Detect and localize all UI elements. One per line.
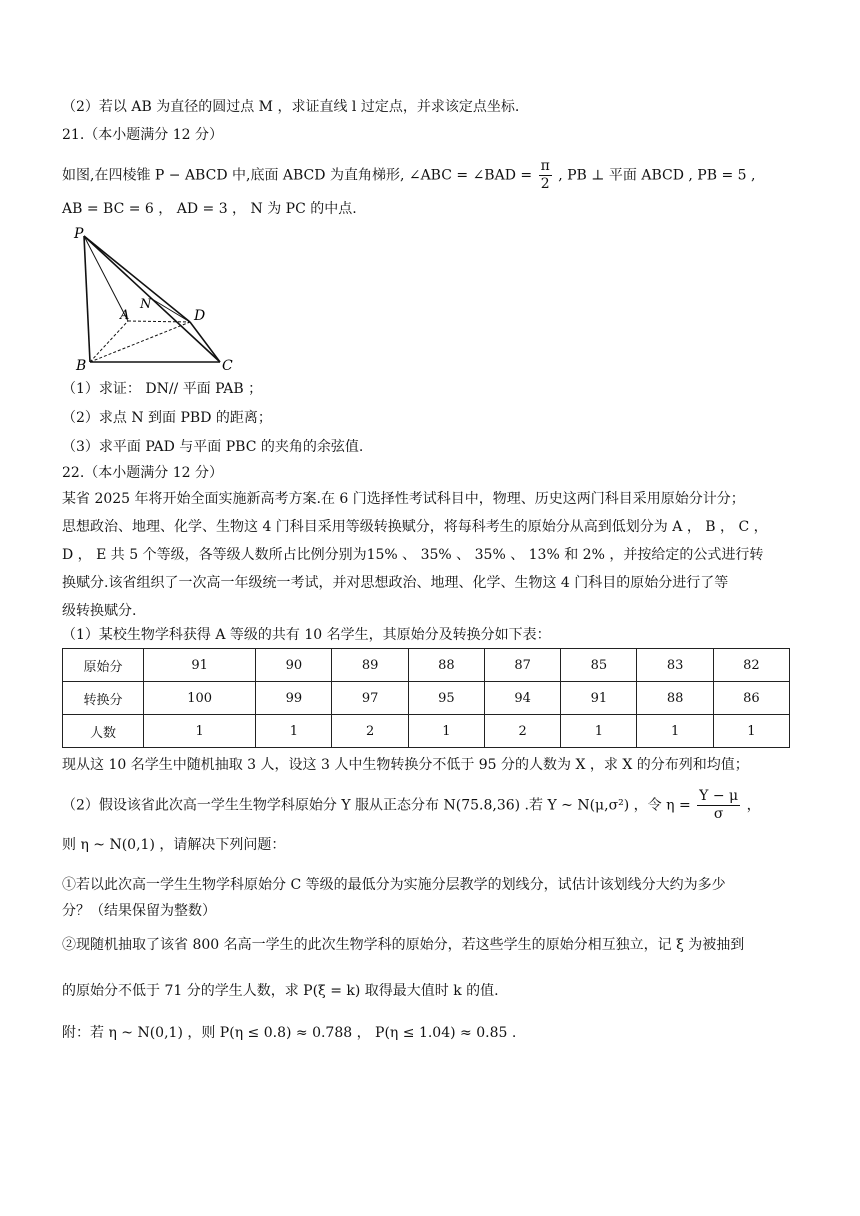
q21-header: 21.（本小题满分 12 分） [62, 127, 223, 143]
pyramid-figure [70, 224, 250, 374]
q22-para-1: 某省 2025 年将开始全面实施新高考方案.在 6 门选择性考试科目中，物理、历史这两门科目采用原始分计分； [62, 491, 745, 507]
q21-sub2: （2）求点 N 到面 PBD 的距离； [62, 410, 272, 426]
table-cell: 1 [637, 715, 713, 748]
table-row-raw-score [63, 649, 790, 682]
q21-sub1: （1）求证： DN// 平面 PAB ； [62, 381, 263, 397]
table-row-head: 人数 [63, 715, 144, 748]
q22-item1-line2: 分？（结果保留为整数） [62, 903, 216, 919]
q22-item2-line2: 的原始分不低于 71 分的学生人数，求 P(ξ = k) 取得最大值时 k 的值. [62, 983, 499, 999]
q22-para-4: 换赋分.该省组织了一次高一年级统一考试，并对思想政治、地理、化学、生物这 4 门科目的原始分进行了等 [62, 575, 729, 591]
segment-dn [152, 299, 190, 322]
frac-numerator: Y − μ [699, 788, 739, 804]
table-cell: 85 [561, 649, 637, 682]
table-cell: 88 [637, 682, 713, 715]
q22-para-3: D ， E 共 5 个等级，各等级人数所占比例分别为15% 、 35% 、 35% 、 13% 和 2% ，并按给定的公式进行转 [62, 547, 764, 563]
q22-item2-line1: ②现随机抽取了该省 800 名高一学生的此次生物学科的原始分，若这些学生的原始分相互独立，记 ξ 为被抽到 [62, 937, 745, 953]
pi-over-2-fraction [539, 158, 552, 193]
table-cell: 82 [713, 649, 789, 682]
table-cell: 95 [408, 682, 484, 715]
q21-stem-part-b: , PB ⊥ 平面 ABCD , PB = 5 , [553, 167, 756, 184]
q22-sub1-intro: （1）某校生物学科获得 A 等级的共有 10 名学生，其原始分及转换分如下表： [62, 627, 551, 643]
q22-sub2-line1 [62, 788, 761, 823]
edge-pb [84, 236, 90, 362]
table-cell: 94 [484, 682, 560, 715]
q22-appendix: 附：若 η ~ N(0,1) ，则 P(η ≤ 0.8) ≈ 0.788 ， P(η ≤ 1.04) ≈ 0.85 . [62, 1025, 517, 1041]
q21-stem-line1 [62, 158, 755, 193]
table-cell: 100 [144, 682, 256, 715]
edge-ab [90, 321, 128, 362]
q22-sub2-part-a: （2）假设该省此次高一学生生物学科原始分 Y 服从正态分布 N(75.8,36) .若 Y ~ N(μ,σ²) ，令 η = [62, 797, 696, 814]
table-cell: 2 [484, 715, 560, 748]
table-cell: 1 [713, 715, 789, 748]
score-table [62, 648, 790, 748]
label-d: D [194, 308, 206, 324]
table-cell: 83 [637, 649, 713, 682]
eta-fraction [697, 788, 740, 823]
frac-numerator: π [540, 158, 550, 174]
q21-sub3: （3）求平面 PAD 与平面 PBC 的夹角的余弦值. [62, 439, 364, 455]
label-b: B [76, 358, 87, 374]
table-cell: 86 [713, 682, 789, 715]
table-cell: 91 [561, 682, 637, 715]
table-cell: 97 [332, 682, 408, 715]
table-cell: 88 [408, 649, 484, 682]
table-cell: 1 [561, 715, 637, 748]
frac-denominator: 2 [540, 175, 550, 192]
q22-para-5: 级转换赋分. [62, 603, 137, 619]
label-p: P [74, 226, 84, 242]
q20-part2: （2）若以 AB 为直径的圆过点 M ，求证直线 l 过定点，并求该定点坐标. [62, 99, 520, 115]
table-row-head: 原始分 [63, 649, 144, 682]
q22-item1-line1: ①若以此次高一学生生物学科原始分 C 等级的最低分为实施分层教学的划线分，试估计该划线分大约为多少 [62, 877, 726, 893]
table-cell: 99 [256, 682, 332, 715]
edge-pd [84, 236, 190, 322]
edge-bd [90, 322, 190, 362]
q22-sub1-question: 现从这 10 名学生中随机抽取 3 人，设这 3 人中生物转换分不低于 95 分的人数为 X ，求 X 的分布列和均值； [62, 757, 749, 773]
q21-stem-line2: AB = BC = 6 ， AD = 3 ， N 为 PC 的中点. [62, 201, 357, 217]
q21-stem-part-a: 如图,在四棱锥 P − ABCD 中,底面 ABCD 为直角梯形, ∠ABC = ∠BAD = [62, 167, 537, 184]
edge-dc [190, 322, 220, 362]
label-n: N [140, 297, 152, 312]
label-a: A [120, 308, 130, 323]
edge-ad [128, 321, 190, 322]
table-cell: 2 [332, 715, 408, 748]
table-cell: 1 [408, 715, 484, 748]
table-cell: 87 [484, 649, 560, 682]
table-cell: 91 [144, 649, 256, 682]
table-row-head: 转换分 [63, 682, 144, 715]
table-cell: 1 [256, 715, 332, 748]
q22-sub2-part-b: ， [742, 797, 761, 814]
table-cell: 90 [256, 649, 332, 682]
q22-para-2: 思想政治、地理、化学、生物这 4 门科目采用等级转换赋分，将每科考生的原始分从高到低划分为 A ， B ， C ， [62, 519, 768, 535]
table-row-count [63, 715, 790, 748]
table-cell: 1 [144, 715, 256, 748]
label-c: C [222, 358, 233, 374]
q22-header: 22.（本小题满分 12 分） [62, 465, 223, 481]
frac-denominator: σ [713, 805, 724, 822]
q22-sub2-line2: 则 η ~ N(0,1) ，请解决下列问题： [62, 837, 286, 853]
table-cell: 89 [332, 649, 408, 682]
table-row-converted-score [63, 682, 790, 715]
